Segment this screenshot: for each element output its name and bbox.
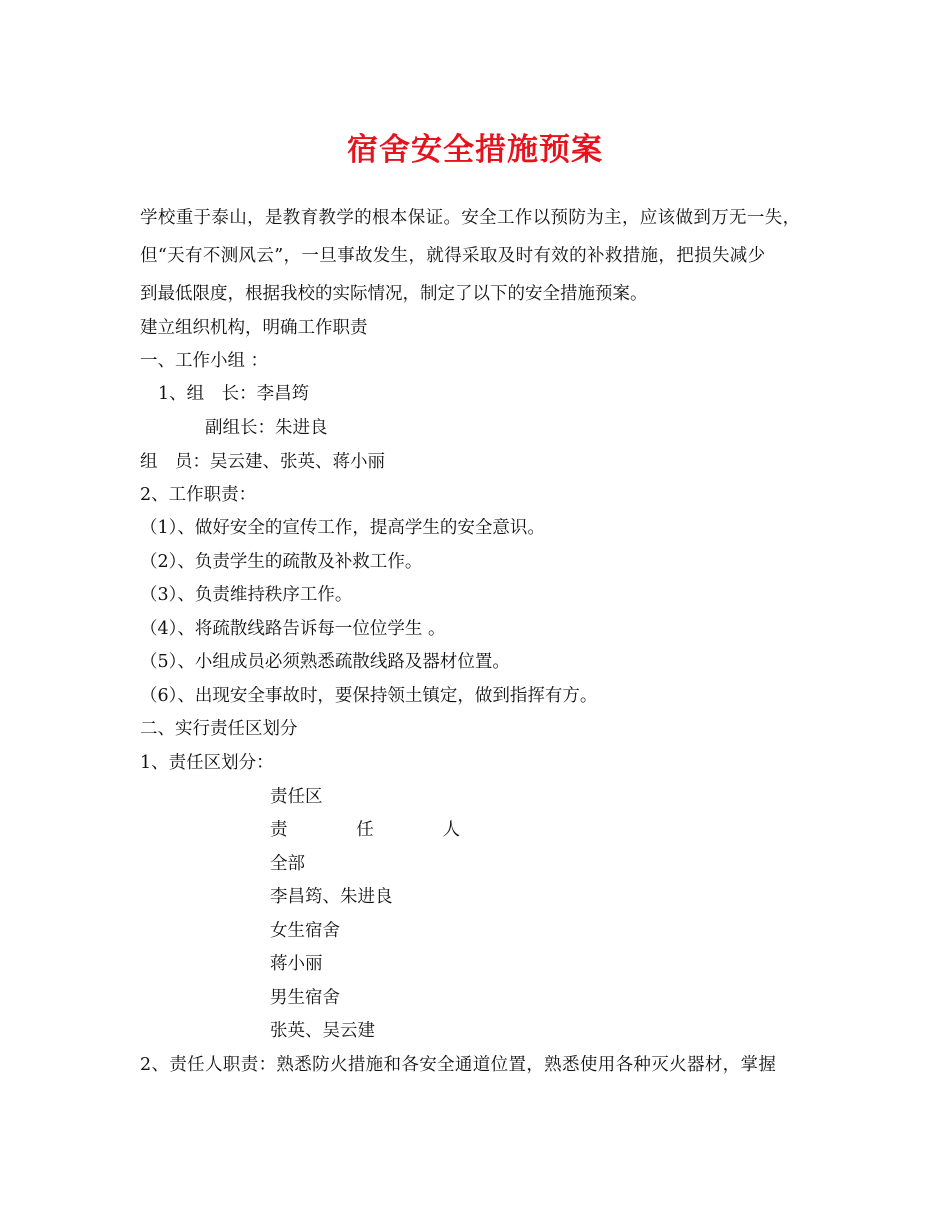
zone-col-header: 责任区 — [270, 787, 323, 807]
header-char: 任 — [356, 820, 374, 840]
deputy-leader-line: 副组长：朱进良 — [205, 418, 328, 438]
section-1-heading: 一、工作小组 ： — [140, 351, 269, 371]
zone-cell: 男生宿舍 — [270, 988, 340, 1008]
intro-line-3: 到最低限度，根据我校的实际情况，制定了以下的安全措施预案。 — [140, 284, 648, 304]
header-char: 责 — [270, 820, 288, 840]
duty-item: （3）、负责维持秩序工作。 — [140, 585, 353, 605]
zone-cell: 女生宿舍 — [270, 921, 340, 941]
header-char: 人 — [442, 820, 460, 840]
zone-heading: 1、责任区划分： — [140, 753, 274, 773]
zone-cell: 全部 — [270, 854, 305, 874]
duty-item: （2）、负责学生的疏散及补救工作。 — [140, 552, 423, 572]
intro-line-1: 学校重于泰山，是教育教学的根本保证。安全工作以预防为主，应该做到万无一失， — [140, 208, 801, 228]
duty-item: （4）、将疏散线路告诉每一位位学生 。 — [140, 619, 446, 639]
person-cell: 蒋小丽 — [270, 954, 323, 974]
leader-line: 1、组 长：李昌筠 — [158, 384, 310, 404]
duty-item: （5）、小组成员必须熟悉疏散线路及器材位置。 — [140, 652, 510, 672]
members-line: 组 员：吴云建、张英、蒋小丽 — [140, 452, 385, 472]
duties-heading: 2、工作职责： — [140, 485, 257, 505]
section-2-heading: 二、实行责任区划分 — [140, 719, 298, 739]
person-col-header — [270, 818, 460, 842]
person-cell: 李昌筠、朱进良 — [270, 887, 393, 907]
duty-item: （6）、出现安全事故时，要保持领土镇定，做到指挥有方。 — [140, 686, 598, 706]
duty-item: （1）、做好安全的宣传工作，提高学生的安全意识。 — [140, 518, 545, 538]
document-title: 宿舍安全措施预案 — [347, 132, 603, 168]
person-cell: 张英、吴云建 — [270, 1021, 375, 1041]
responsibility-line: 2、责任人职责：熟悉防火措施和各安全通道位置，熟悉使用各种灭火器材，掌握 — [140, 1055, 777, 1075]
section-org-heading: 建立组织机构，明确工作职责 — [140, 318, 368, 338]
intro-line-2: 但“天有不测风云”，一旦事故发生，就得采取及时有效的补救措施，把损失减少 — [140, 246, 766, 266]
